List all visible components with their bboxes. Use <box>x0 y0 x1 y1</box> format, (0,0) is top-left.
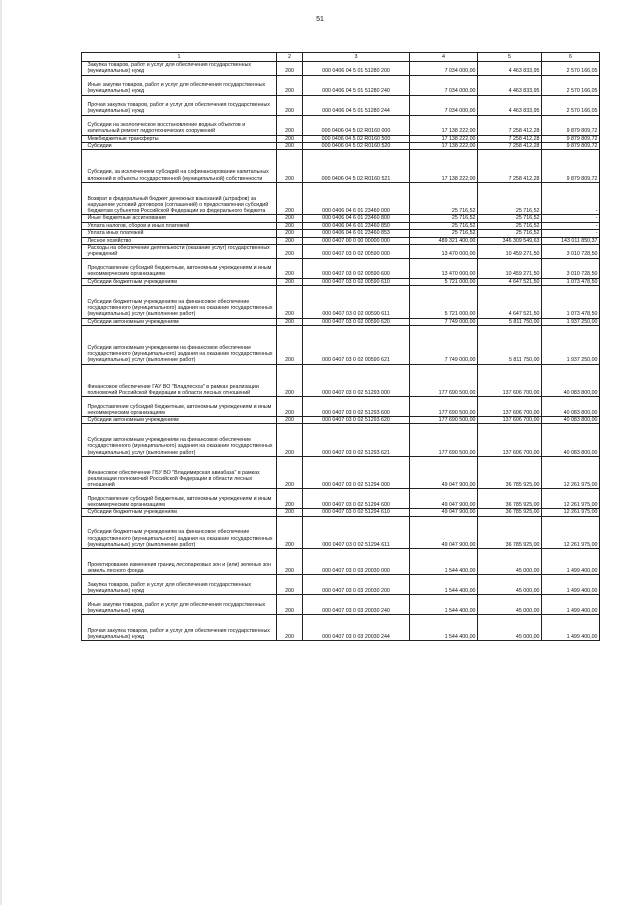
row-plan: 1 544 400,00 <box>410 575 478 595</box>
row-rest: 2 570 166,05 <box>542 95 600 115</box>
table-row <box>82 278 600 285</box>
table-row <box>82 397 600 417</box>
row-code: 200 <box>277 549 303 575</box>
row-kbk: 000 0406 04 5 01 51280 200 <box>303 62 410 76</box>
row-plan: 17 138 222,00 <box>410 142 478 149</box>
row-plan: 177 690 500,00 <box>410 397 478 417</box>
row-name-text: Иные бюджетные ассигнования <box>87 215 166 222</box>
row-code: 200 <box>277 182 303 214</box>
table-body <box>82 62 600 641</box>
row-kbk: 000 0406 04 6 01 23460 000 <box>303 182 410 214</box>
row-exec: 25 716,52 <box>478 182 542 214</box>
table-row <box>82 456 600 488</box>
row-rest: 1 499 400,00 <box>542 549 600 575</box>
row-name <box>82 150 277 182</box>
row-name <box>82 397 277 417</box>
row-kbk: 000 0407 03 0 02 00590 621 <box>303 325 410 364</box>
row-name <box>82 95 277 115</box>
row-name-text: Лесное хозяйство <box>87 237 132 244</box>
row-code: 200 <box>277 135 303 142</box>
row-code: 200 <box>277 417 303 424</box>
row-exec: 10 459 271,50 <box>478 245 542 259</box>
row-plan: 25 716,52 <box>410 222 478 229</box>
row-name-text: Субсидии автономным учреждениям на финансовое обеспечение государственного (муниципального) задания на оказание государственных (муниципальных) услуг (выполнение работ) <box>87 437 273 456</box>
row-name-text: Уплата иных платежей <box>87 230 144 237</box>
row-plan: 177 690 500,00 <box>410 424 478 456</box>
row-code: 200 <box>277 258 303 278</box>
row-name <box>82 142 277 149</box>
table-row <box>82 182 600 214</box>
row-plan: 1 544 400,00 <box>410 549 478 575</box>
row-name <box>82 286 277 318</box>
row-name-text: Иные закупки товаров, работ и услуг для обеспечения государственных (муниципальных) нужд <box>87 82 266 95</box>
row-name <box>82 318 277 325</box>
row-exec: 137 606 700,00 <box>478 417 542 424</box>
row-kbk: 000 0407 03 0 02 51294 610 <box>303 509 410 516</box>
table-row <box>82 364 600 396</box>
row-exec: 4 463 833,95 <box>478 62 542 76</box>
row-kbk: 000 0407 03 0 02 51294 000 <box>303 456 410 488</box>
row-exec: 137 606 700,00 <box>478 364 542 396</box>
row-kbk: 000 0406 04 5 02 R0160 520 <box>303 142 410 149</box>
row-code: 200 <box>277 397 303 417</box>
table-row <box>82 325 600 364</box>
row-name-text: Прочая закупка товаров, работ и услуг для обеспечения государственных (муниципальных) нужд <box>87 627 270 641</box>
row-rest: 12 261 975,00 <box>542 456 600 488</box>
row-name <box>82 575 277 595</box>
row-plan: 177 690 500,00 <box>410 364 478 396</box>
row-name-text: Расходы на обеспечение деятельности (оказание услуг) государственных учреждений <box>87 245 270 258</box>
table-row <box>82 595 600 615</box>
row-name-text: Предоставление субсидий бюджетным, автономным учреждениям и иным некоммерческим организациям <box>87 265 272 278</box>
row-code: 200 <box>277 575 303 595</box>
table-row <box>82 549 600 575</box>
row-kbk: 000 0407 03 0 02 51293 600 <box>303 397 410 417</box>
row-exec: 25 716,52 <box>478 215 542 222</box>
header-col-5: 5 <box>478 53 542 62</box>
table-row <box>82 142 600 149</box>
row-name-text: Иные закупки товаров, работ и услуг для обеспечения государственных (муниципальных) нужд <box>87 601 266 614</box>
row-code: 200 <box>277 456 303 488</box>
row-name <box>82 417 277 424</box>
row-exec: 4 647 521,50 <box>478 286 542 318</box>
row-name-text: Субсидии, за исключением субсидий на софинансирование капитальных вложений в объекты государственной (муниципальной) собственности <box>87 169 269 182</box>
row-exec: 45 000,00 <box>478 615 542 641</box>
row-code: 200 <box>277 489 303 509</box>
row-code: 200 <box>277 364 303 396</box>
row-plan: 1 544 400,00 <box>410 615 478 641</box>
row-plan: 13 470 000,00 <box>410 245 478 259</box>
table-row <box>82 230 600 237</box>
row-plan: 13 470 000,00 <box>410 258 478 278</box>
row-name <box>82 489 277 509</box>
row-plan: 17 138 222,00 <box>410 115 478 135</box>
row-plan: 5 721 000,00 <box>410 286 478 318</box>
row-code: 200 <box>277 615 303 641</box>
row-name <box>82 182 277 214</box>
row-rest: 1 937 250,00 <box>542 325 600 364</box>
row-name-text: Проектирование изменения границ лесопарковых зон и (или) зеленых зон земель лесного фонда <box>87 561 272 575</box>
table-row <box>82 424 600 456</box>
row-kbk: 000 0406 04 6 01 23460 853 <box>303 230 410 237</box>
table-row <box>82 575 600 595</box>
row-plan: 7 749 000,00 <box>410 325 478 364</box>
row-rest: 40 083 800,00 <box>542 397 600 417</box>
header-row <box>82 53 600 62</box>
row-rest: 2 570 166,05 <box>542 62 600 76</box>
row-code: 200 <box>277 150 303 182</box>
row-plan: 17 138 222,00 <box>410 150 478 182</box>
row-plan: 7 749 000,00 <box>410 318 478 325</box>
table-row <box>82 115 600 135</box>
row-name-text: Закупка товаров, работ и услуг для обеспечения государственных (муниципальных) нужд <box>87 581 252 594</box>
scan-edge <box>0 0 2 905</box>
row-exec: 5 811 750,00 <box>478 325 542 364</box>
row-name <box>82 115 277 135</box>
row-kbk: 000 0406 04 6 01 23460 850 <box>303 222 410 229</box>
table-row <box>82 215 600 222</box>
row-kbk: 000 0406 04 5 01 51280 244 <box>303 95 410 115</box>
row-exec: 45 000,00 <box>478 595 542 615</box>
row-exec: 10 459 271,50 <box>478 258 542 278</box>
row-kbk: 000 0407 03 0 02 51293 621 <box>303 424 410 456</box>
row-rest: 40 083 800,00 <box>542 417 600 424</box>
row-name-text: Возврат в федеральный бюджет денежных взысканий (штрафов) за нарушение условий договоров (соглашений) о предоставлении субсидий бюджетам субъектов Российской Федерации из федерального бюджета <box>87 195 269 214</box>
row-code: 200 <box>277 325 303 364</box>
row-exec: 7 258 412,28 <box>478 150 542 182</box>
row-name <box>82 516 277 548</box>
row-name-text: Предоставление субсидий бюджетным, автономным учреждениям и иным некоммерческим организациям <box>87 403 272 416</box>
row-code: 200 <box>277 595 303 615</box>
header-col-3: 3 <box>303 53 410 62</box>
row-name <box>82 456 277 488</box>
row-rest: 143 011 850,37 <box>542 237 600 244</box>
row-name <box>82 325 277 364</box>
table-row <box>82 286 600 318</box>
row-plan: 1 544 400,00 <box>410 595 478 615</box>
row-plan: 7 034 000,00 <box>410 95 478 115</box>
row-plan: 49 047 900,00 <box>410 456 478 488</box>
table-row <box>82 75 600 95</box>
row-plan: 177 690 500,00 <box>410 417 478 424</box>
row-code: 200 <box>277 95 303 115</box>
row-rest: 1 499 400,00 <box>542 615 600 641</box>
row-rest: 9 879 809,72 <box>542 150 600 182</box>
row-code: 200 <box>277 215 303 222</box>
table-row <box>82 615 600 641</box>
row-rest: 2 570 166,05 <box>542 75 600 95</box>
row-rest: 3 010 728,50 <box>542 245 600 259</box>
row-exec: 7 258 412,28 <box>478 142 542 149</box>
row-kbk: 000 0407 03 0 02 00590 600 <box>303 258 410 278</box>
row-exec: 137 606 700,00 <box>478 397 542 417</box>
row-rest: 40 083 800,00 <box>542 364 600 396</box>
row-name-text: Прочая закупка товаров, работ и услуг для обеспечения государственных (муниципальных) нужд <box>87 102 270 115</box>
row-exec: 346 309 549,63 <box>478 237 542 244</box>
row-plan: 5 721 000,00 <box>410 278 478 285</box>
row-exec: 7 258 412,28 <box>478 135 542 142</box>
row-exec: 25 716,52 <box>478 222 542 229</box>
row-name <box>82 62 277 76</box>
row-kbk: 000 0407 03 0 03 20030 240 <box>303 595 410 615</box>
row-name <box>82 215 277 222</box>
row-name-text: Предоставление субсидий бюджетным, автономным учреждениям и иным некоммерческим организациям <box>87 495 272 508</box>
row-rest: 3 010 728,50 <box>542 258 600 278</box>
table-row <box>82 95 600 115</box>
table-row <box>82 150 600 182</box>
header-col-6: 6 <box>542 53 600 62</box>
row-name <box>82 364 277 396</box>
row-name <box>82 278 277 285</box>
row-name <box>82 424 277 456</box>
row-exec: 4 463 833,95 <box>478 95 542 115</box>
row-kbk: 000 0407 03 0 02 51293 620 <box>303 417 410 424</box>
row-plan: 7 034 000,00 <box>410 62 478 76</box>
row-name <box>82 75 277 95</box>
row-kbk: 000 0406 04 5 02 R0160 000 <box>303 115 410 135</box>
row-rest: 1 073 478,50 <box>542 278 600 285</box>
row-code: 200 <box>277 516 303 548</box>
row-kbk: 000 0407 03 0 02 51294 611 <box>303 516 410 548</box>
row-plan: 49 047 900,00 <box>410 489 478 509</box>
row-name <box>82 135 277 142</box>
row-exec: 36 785 925,00 <box>478 456 542 488</box>
row-name-text: Уплата налогов, сборов и иных платежей <box>87 222 190 229</box>
row-name-text: Субсидии бюджетным учреждениям <box>87 278 177 285</box>
row-code: 200 <box>277 230 303 237</box>
row-rest: - <box>542 215 600 222</box>
row-kbk: 000 0406 04 5 01 51280 240 <box>303 75 410 95</box>
row-rest: 12 261 975,00 <box>542 509 600 516</box>
row-rest: 40 083 800,00 <box>542 424 600 456</box>
row-code: 200 <box>277 115 303 135</box>
row-kbk: 000 0407 03 0 03 20030 200 <box>303 575 410 595</box>
row-exec: 45 000,00 <box>478 549 542 575</box>
row-plan: 7 034 000,00 <box>410 75 478 95</box>
table-row <box>82 509 600 516</box>
table-row <box>82 245 600 259</box>
row-rest: - <box>542 230 600 237</box>
row-name-text: Субсидии бюджетным учреждениям на финансовое обеспечение государственного (муниципального) задания на оказание государственных (муниципальных) услуг (выполнение работ) <box>87 298 273 318</box>
row-name-text: Субсидии автономным учреждениям на финансовое обеспечение государственного (муниципального) задания на оказание государственных (муниципальных) услуг (выполнение работ) <box>87 344 273 364</box>
budget-table <box>81 52 600 641</box>
header-col-2: 2 <box>277 53 303 62</box>
row-rest: 1 499 400,00 <box>542 595 600 615</box>
table-row <box>82 237 600 244</box>
row-rest: - <box>542 182 600 214</box>
row-name-text: Межбюджетные трансферты <box>87 135 159 142</box>
row-rest: 9 879 809,72 <box>542 115 600 135</box>
table-row <box>82 489 600 509</box>
row-name-text: Субсидии автономным учреждениям <box>87 417 179 424</box>
row-kbk: 000 0406 04 5 02 R0160 521 <box>303 150 410 182</box>
row-rest: 1 499 400,00 <box>542 575 600 595</box>
row-kbk: 000 0407 03 0 02 51293 000 <box>303 364 410 396</box>
row-name-text: Финансовое обеспечение ГБУ ВО "Владимирская авиабаза" в рамках реализации полномочий Российской Федерации в области лесных отношений <box>87 469 260 489</box>
row-plan: 49 047 900,00 <box>410 516 478 548</box>
row-rest: 9 879 809,72 <box>542 135 600 142</box>
row-name-text: Субсидии на экологическое восстановление водных объектов и капитальный ремонт гидротехнических сооружений <box>87 122 246 135</box>
row-name-text: Финансовое обеспечение ГАУ ВО "Владлесхоз" в рамках реализации полномочий Российской Федерации в области лесных отношений <box>87 383 259 396</box>
row-exec: 45 000,00 <box>478 575 542 595</box>
row-code: 200 <box>277 278 303 285</box>
row-code: 200 <box>277 245 303 259</box>
row-name <box>82 237 277 244</box>
row-plan: 17 138 222,00 <box>410 135 478 142</box>
row-exec: 7 258 412,28 <box>478 115 542 135</box>
row-exec: 4 463 833,95 <box>478 75 542 95</box>
row-plan: 489 321 400,00 <box>410 237 478 244</box>
row-exec: 4 647 521,50 <box>478 278 542 285</box>
row-name <box>82 230 277 237</box>
header-col-1: 1 <box>82 53 277 62</box>
page-number: 51 <box>316 16 324 23</box>
row-name-text: Субсидии бюджетным учреждениям <box>87 509 177 516</box>
row-code: 200 <box>277 62 303 76</box>
row-code: 200 <box>277 318 303 325</box>
row-code: 200 <box>277 237 303 244</box>
row-rest: - <box>542 222 600 229</box>
row-rest: 1 937 250,00 <box>542 318 600 325</box>
row-name <box>82 595 277 615</box>
row-name <box>82 549 277 575</box>
row-kbk: 000 0407 03 0 02 51294 600 <box>303 489 410 509</box>
row-plan: 25 716,52 <box>410 182 478 214</box>
table-row <box>82 222 600 229</box>
row-kbk: 000 0406 04 6 01 23460 800 <box>303 215 410 222</box>
row-name-text: Субсидии бюджетным учреждениям на финансовое обеспечение государственного (муниципального) задания на оказание государственных (муниципальных) услуг (выполнение работ) <box>87 529 273 548</box>
row-kbk: 000 0407 03 0 03 20030 000 <box>303 549 410 575</box>
row-name <box>82 222 277 229</box>
table-row <box>82 135 600 142</box>
row-name <box>82 245 277 259</box>
row-plan: 49 047 900,00 <box>410 509 478 516</box>
row-name <box>82 509 277 516</box>
row-code: 200 <box>277 286 303 318</box>
row-rest: 12 261 975,00 <box>542 489 600 509</box>
table-row <box>82 417 600 424</box>
row-kbk: 000 0407 00 0 00 00000 000 <box>303 237 410 244</box>
header-col-4: 4 <box>410 53 478 62</box>
row-code: 200 <box>277 75 303 95</box>
row-exec: 5 811 750,00 <box>478 318 542 325</box>
row-exec: 25 716,52 <box>478 230 542 237</box>
row-code: 200 <box>277 424 303 456</box>
row-code: 200 <box>277 222 303 229</box>
row-rest: 9 879 809,72 <box>542 142 600 149</box>
row-plan: 25 716,52 <box>410 230 478 237</box>
table-row <box>82 318 600 325</box>
table-row <box>82 516 600 548</box>
row-kbk: 000 0407 03 0 02 00590 000 <box>303 245 410 259</box>
row-plan: 25 716,52 <box>410 215 478 222</box>
row-kbk: 000 0406 04 5 02 R0160 500 <box>303 135 410 142</box>
row-kbk: 000 0407 03 0 03 20030 244 <box>303 615 410 641</box>
row-exec: 137 606 700,00 <box>478 424 542 456</box>
row-kbk: 000 0407 03 0 02 00590 620 <box>303 318 410 325</box>
row-exec: 36 785 925,00 <box>478 489 542 509</box>
row-rest: 12 261 975,00 <box>542 516 600 548</box>
table-row <box>82 258 600 278</box>
row-name-text: Закупка товаров, работ и услуг для обеспечения государственных (муниципальных) нужд <box>87 62 252 75</box>
row-name <box>82 615 277 641</box>
row-name-text: Субсидии автономным учреждениям <box>87 318 179 325</box>
row-code: 200 <box>277 509 303 516</box>
row-exec: 36 785 925,00 <box>478 516 542 548</box>
row-exec: 36 785 925,00 <box>478 509 542 516</box>
row-code: 200 <box>277 142 303 149</box>
table-row <box>82 62 600 76</box>
row-rest: 1 073 478,50 <box>542 286 600 318</box>
row-kbk: 000 0407 03 0 02 00590 610 <box>303 278 410 285</box>
row-kbk: 000 0407 03 0 02 00590 611 <box>303 286 410 318</box>
row-name <box>82 258 277 278</box>
row-name-text: Субсидии <box>87 143 112 150</box>
